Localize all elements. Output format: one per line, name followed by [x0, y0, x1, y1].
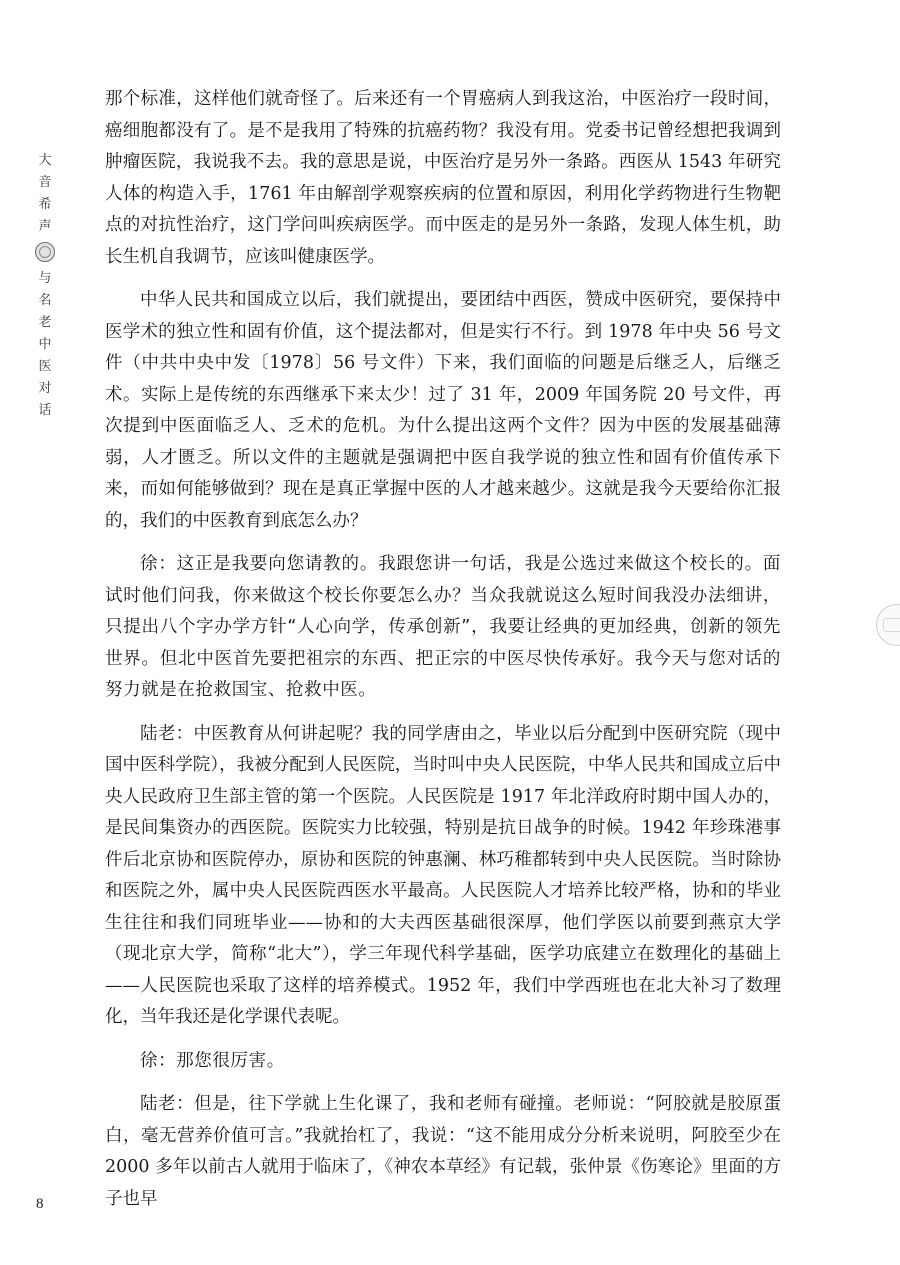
paragraph: 那个标准，这样他们就奇怪了。后来还有一个胃癌病人到我这治，中医治疗一段时间，癌细胞都没有了。是不是我用了特殊的抗癌药物？我没有用。党委书记曾经想把我调到肿瘤医院，我说我不去。我的意思是说，中医治疗是另外一条路。西医从 1543 年研究人体的构造入手，1761 年由解剖学观察疾病的位置和原因，利用化学药物进行生物靶点的对抗性治疗，这门学问叫疾病医学。而中医走的是另外一条路，发现人体生机，助长生机自我调节，应该叫健康医学。	[105, 89, 781, 267]
page-body	[105, 84, 781, 1227]
paragraph: 中华人民共和国成立以后，我们就提出，要团结中西医，赞成中医研究，要保持中医学术的独立性和固有价值，这个提法都对，但是实行不行。到 1978 年中央 56 号文件（中共中央中发〔1978〕56 号文件）下来，我们面临的问题是后继乏人，后继乏术。实际上是传统的东西继承下来太少！过了 31 年，2009 年国务院 20 号文件，再次提到中医面临乏人、乏术的危机。为什么提出这两个文件？因为中医的发展基础薄弱，人才匮乏。所以文件的主题就是强调把中医自我学说的独立性和固有价值传承下来，而如何能够做到？现在是真正掌握中医的人才越来越少。这就是我今天要给你汇报的，我们的中医教育到底怎么办？	[105, 290, 781, 531]
paragraph-interviewer: 徐：那您很厉害。	[140, 1050, 285, 1071]
running-subtitle-char: 中	[38, 337, 52, 352]
running-subtitle-char: 医	[38, 359, 52, 374]
running-title-char: 声	[38, 219, 52, 234]
running-title-char: 希	[38, 197, 52, 212]
running-subtitle-char: 名	[38, 293, 52, 308]
running-subtitle-char: 老	[38, 315, 52, 330]
edge-watermark-icon	[876, 604, 900, 646]
running-title	[34, 150, 56, 422]
paragraph-interviewer: 徐：这正是我要向您请教的。我跟您讲一句话，我是公选过来做这个校长的。面试时他们问我，你来做这个校长你要怎么办？当众我就说这么短时间我没办法细讲，只提出八个字办学方针“人心向学，传承创新”，我要让经典的更加经典，创新的领先世界。但北中医首先要把祖宗的东西、把正宗的中医尽快传承好。我今天与您对话的努力就是在抢救国宝、抢救中医。	[105, 554, 781, 700]
running-subtitle-char: 对	[38, 381, 52, 396]
paragraph: 陆老：但是，往下学就上生化课了，我和老师有碰撞。老师说：“阿胶就是胶原蛋白，毫无营养价值可言。”我就抬杠了，我说：“这不能用成分分析来说明，阿胶至少在 2000 多年以前古人就用于临床了，《神农本草经》有记载，张仲景《伤寒论》里面的方子也早	[105, 1094, 781, 1209]
running-subtitle-char: 与	[38, 271, 52, 286]
running-title-char: 大	[38, 153, 52, 168]
seal-icon	[35, 242, 55, 262]
running-title-char: 音	[38, 175, 52, 190]
running-subtitle-char: 话	[38, 403, 52, 418]
page-number: 8	[36, 1196, 44, 1212]
paragraph: 陆老：中医教育从何讲起呢？我的同学唐由之，毕业以后分配到中医研究院（现中国中医科学院），我被分配到人民医院，当时叫中央人民医院，中华人民共和国成立后中央人民政府卫生部主管的第一个医院。人民医院是 1917 年北洋政府时期中国人办的，是民间集资办的西医院。医院实力比较强，特别是抗日战争的时候。1942 年珍珠港事件后北京协和医院停办，原协和医院的钟惠澜、林巧稚都转到中央人民医院。当时除协和医院之外，属中央人民医院西医水平最高。人民医院人才培养比较严格，协和的毕业生往往和我们同班毕业——协和的大夫西医基础很深厚，他们学医以前要到燕京大学（现北京大学，简称“北大”），学三年现代科学基础，医学功底建立在数理化的基础上——人民医院也采取了这样的培养模式。1952 年，我们中学西班也在北大补习了数理化，当年我还是化学课代表呢。	[105, 723, 781, 1027]
